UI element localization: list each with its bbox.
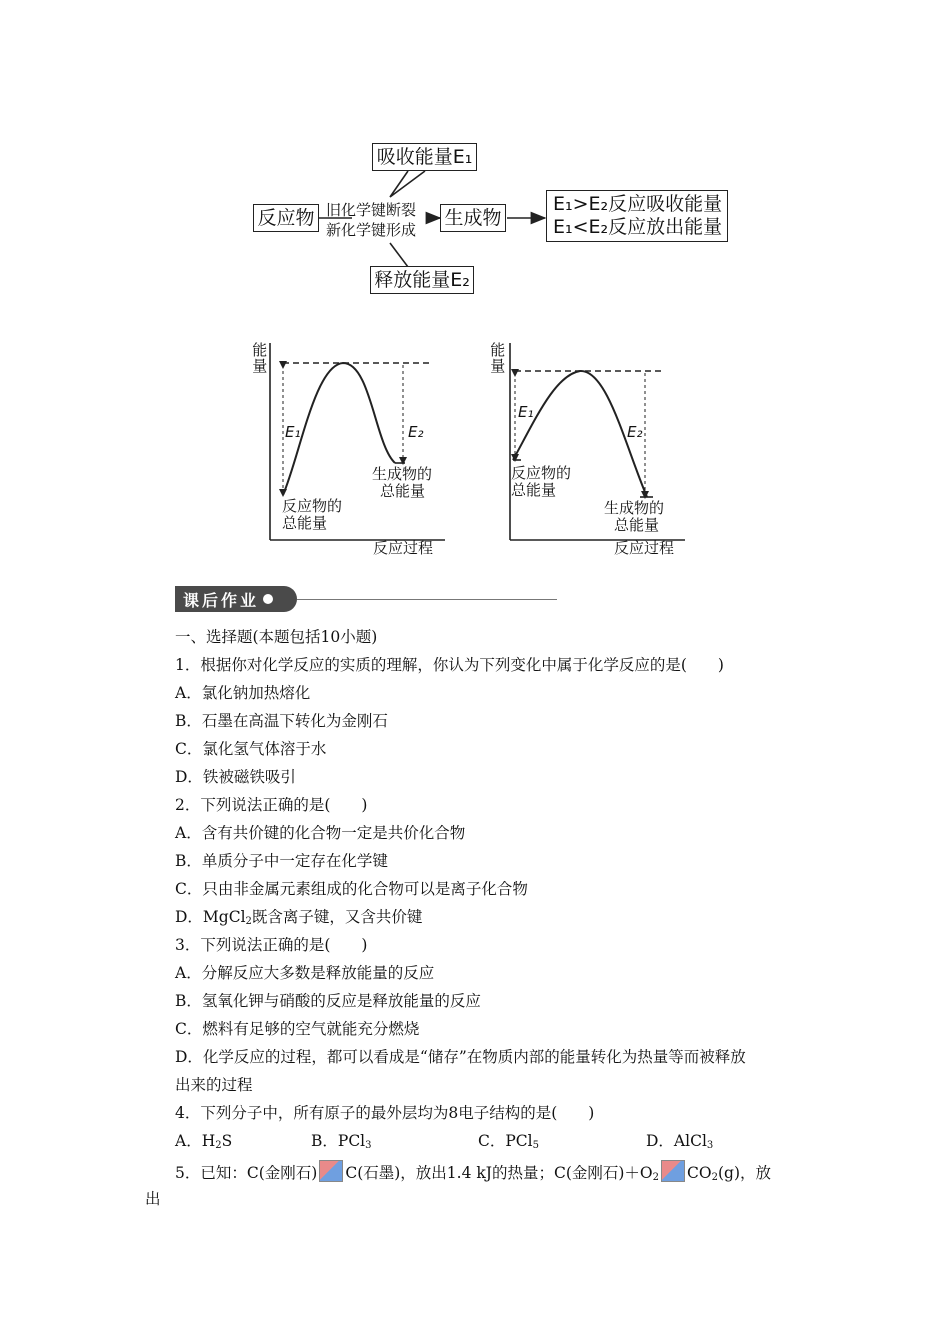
homework-banner (175, 586, 297, 612)
result-exothermic: E₁<E₂反应放出能量 (553, 216, 723, 238)
bond-break-label: 旧化学键断裂 (326, 201, 417, 219)
question-3: 3．下列说法正确的是( ) (175, 936, 368, 954)
q4-option-d: D．AlCl$_3$ (646, 1132, 714, 1151)
bond-form-label: 新化学键形成 (326, 221, 417, 239)
homework-banner-text: 课后作业 (183, 590, 260, 610)
q1-option-c: C．氯化氢气体溶于水 (175, 740, 327, 758)
q3-option-d: D．化学反应的过程，都可以看成是“储存”在物质内部的能量转化为热量等而被释放 (175, 1048, 746, 1066)
x-axis-label: 反应过程 (614, 539, 675, 557)
question-5: 5．已知：C(金刚石) C(石墨)，放出1.4 kJ的热量；C(金刚石)$+O_2$ $CO_2(g)$，放 (175, 1160, 771, 1183)
q4-option-c: C．PCl$_5$ (478, 1132, 539, 1151)
q3-option-a: A．分解反应大多数是释放能量的反应 (175, 964, 435, 982)
q2-option-a: A．含有共价键的化合物一定是共价化合物 (175, 824, 466, 842)
question-4: 4．下列分子中，所有原子的最外层均为8电子结构的是( ) (175, 1104, 595, 1122)
product-box: 生成物 (440, 204, 506, 232)
release-energy-box: 释放能量E₂ (370, 266, 474, 294)
e1-label: E₁ (285, 423, 301, 441)
absorb-energy-box: 吸收能量E₁ (372, 143, 477, 171)
broken-image-icon (661, 1160, 685, 1182)
y-axis-label: 能量 (488, 342, 507, 374)
bullet-dot-icon (263, 594, 273, 604)
product-energy-label: 生成物的 总能量 (372, 465, 433, 501)
q3-option-b: B．氢氧化钾与硝酸的反应是释放能量的反应 (175, 992, 481, 1010)
q2-option-c: C．只由非金属元素组成的化合物可以是离子化合物 (175, 880, 528, 898)
question-2: 2．下列说法正确的是( ) (175, 796, 368, 814)
q3-option-c: C．燃料有足够的空气就能充分燃烧 (175, 1020, 420, 1038)
x-axis-label: 反应过程 (373, 539, 434, 557)
y-axis-label: 能量 (250, 342, 269, 374)
product-energy-label: 生成物的 总能量 (604, 499, 665, 535)
e2-label: E₂ (627, 423, 643, 441)
q1-option-d: D．铁被磁铁吸引 (175, 768, 296, 786)
result-box (546, 190, 728, 242)
q1-option-b: B．石墨在高温下转化为金刚石 (175, 712, 388, 730)
question-5-cont: 出 (145, 1190, 161, 1208)
question-1: 1．根据你对化学反应的实质的理解，你认为下列变化中属于化学反应的是( ) (175, 656, 724, 674)
result-endothermic: E₁>E₂反应吸收能量 (553, 193, 723, 215)
reactant-box: 反应物 (253, 204, 319, 232)
e2-label: E₂ (408, 423, 424, 441)
q2-option-d: D．MgCl$_2$既含离子键，又含共价键 (175, 908, 423, 927)
e1-label: E₁ (518, 403, 534, 421)
broken-image-icon (319, 1160, 343, 1182)
reactant-energy-label: 反应物的 总能量 (511, 464, 572, 500)
q3-option-d-cont: 出来的过程 (175, 1076, 253, 1094)
banner-rule (297, 599, 557, 600)
q4-option-a: A．$H_2S$ (175, 1132, 233, 1151)
graph-right-svg (495, 335, 695, 555)
reactant-energy-label: 反应物的 总能量 (282, 497, 343, 533)
q2-option-b: B．单质分子中一定存在化学键 (175, 852, 388, 870)
q1-option-a: A．氯化钠加热熔化 (175, 684, 311, 702)
section-title: 一、选择题(本题包括10小题) (175, 628, 378, 646)
q4-option-b: B．PCl$_3$ (311, 1132, 372, 1151)
